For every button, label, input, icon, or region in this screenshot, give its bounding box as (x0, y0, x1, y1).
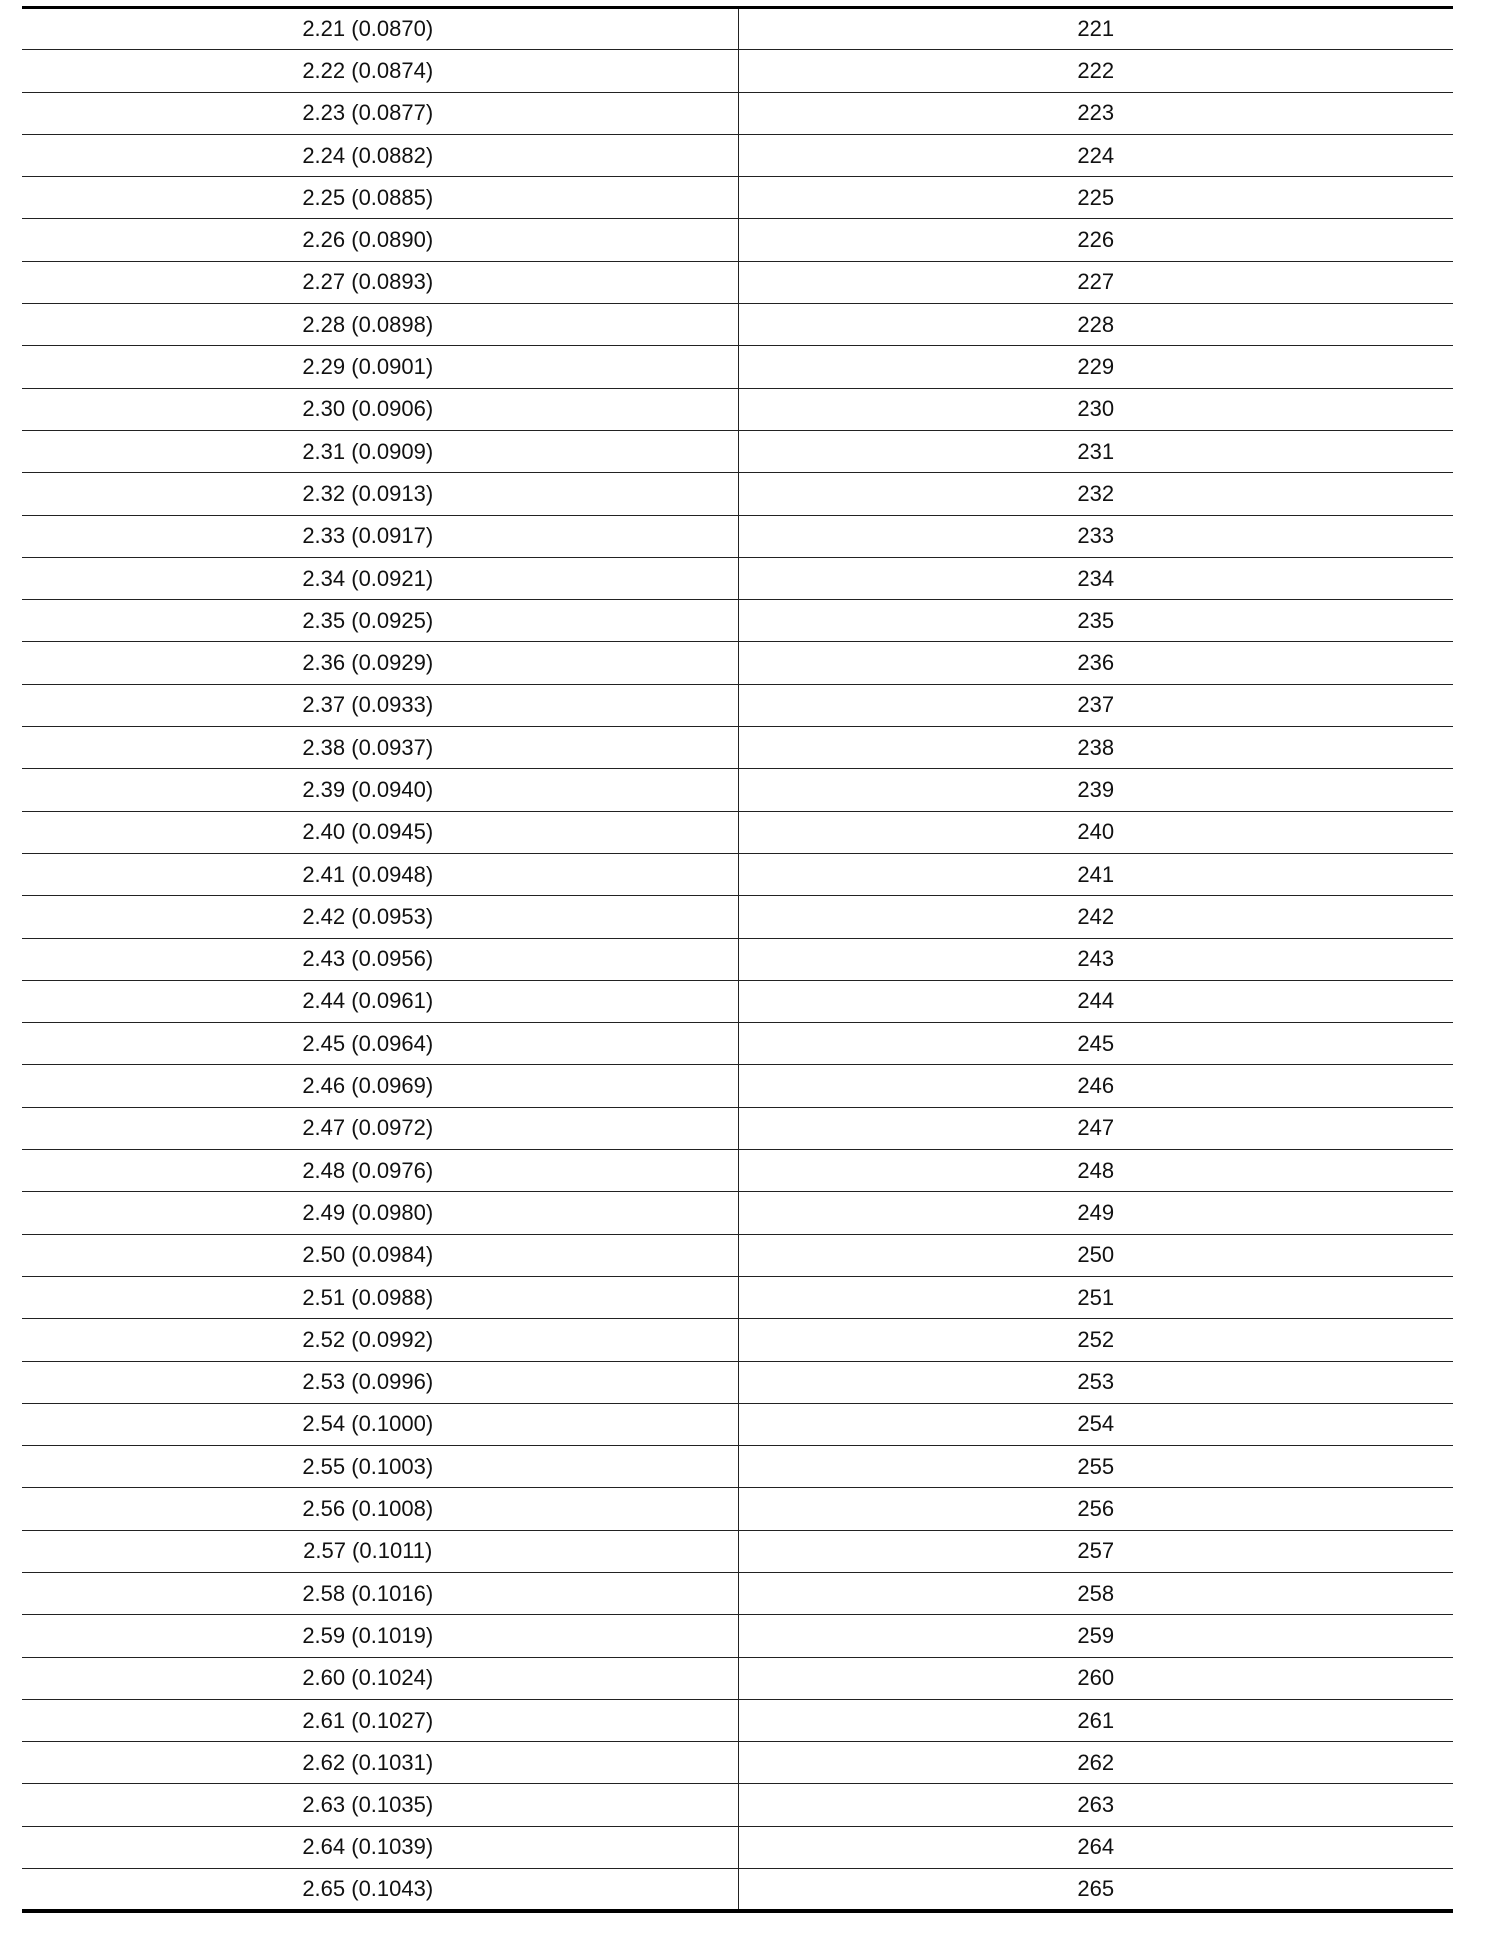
value-cell (738, 1361, 1453, 1403)
value-text: 230 (1077, 396, 1115, 422)
value-cell (738, 1150, 1453, 1192)
value-cell (738, 473, 1453, 515)
value-cell (738, 769, 1453, 811)
value-cell (738, 684, 1453, 726)
measure-text: 2.26 (0.0890) (302, 227, 434, 253)
table-row (22, 1488, 1453, 1530)
value-cell (738, 1826, 1453, 1868)
value-text: 253 (1077, 1369, 1115, 1395)
value-cell (738, 1023, 1453, 1065)
table-row (22, 1826, 1453, 1868)
value-cell (738, 853, 1453, 895)
value-text: 261 (1077, 1707, 1115, 1733)
measure-cell (22, 430, 738, 472)
measure-text: 2.39 (0.0940) (302, 776, 434, 802)
measure-cell (22, 134, 738, 176)
value-text: 242 (1077, 903, 1115, 929)
value-cell (738, 1234, 1453, 1276)
value-text: 255 (1077, 1453, 1115, 1479)
value-cell (738, 1869, 1453, 1911)
table-row (22, 642, 1453, 684)
value-text: 251 (1077, 1284, 1115, 1310)
table-row (22, 1065, 1453, 1107)
value-cell (738, 1699, 1453, 1741)
table-row (22, 1107, 1453, 1149)
measure-cell (22, 219, 738, 261)
table-row (22, 473, 1453, 515)
measure-cell (22, 388, 738, 430)
value-cell (738, 1107, 1453, 1149)
table-row (22, 938, 1453, 980)
measure-text: 2.35 (0.0925) (302, 607, 434, 633)
value-cell (738, 938, 1453, 980)
measure-cell (22, 1530, 738, 1572)
value-cell (738, 1192, 1453, 1234)
data-table (22, 6, 1453, 1913)
measure-cell (22, 1150, 738, 1192)
value-cell (738, 50, 1453, 92)
measure-text: 2.27 (0.0893) (302, 269, 434, 295)
measure-text: 2.57 (0.1011) (303, 1538, 433, 1564)
value-cell (738, 219, 1453, 261)
table-row (22, 346, 1453, 388)
value-cell (738, 1742, 1453, 1784)
table-row (22, 727, 1453, 769)
value-text: 225 (1077, 184, 1115, 210)
measure-text: 2.65 (0.1043) (302, 1875, 434, 1901)
table-row (22, 515, 1453, 557)
measure-cell (22, 177, 738, 219)
measure-text: 2.40 (0.0945) (302, 819, 434, 845)
value-cell (738, 600, 1453, 642)
table-row (22, 1150, 1453, 1192)
table-row (22, 684, 1453, 726)
measure-text: 2.46 (0.0969) (302, 1073, 434, 1099)
measure-text: 2.32 (0.0913) (302, 480, 434, 506)
table-row (22, 92, 1453, 134)
value-text: 227 (1077, 269, 1115, 295)
value-cell (738, 388, 1453, 430)
value-text: 237 (1077, 692, 1115, 718)
measure-text: 2.52 (0.0992) (302, 1326, 434, 1352)
measure-text: 2.34 (0.0921) (302, 565, 434, 591)
value-text: 232 (1077, 480, 1115, 506)
table-row (22, 769, 1453, 811)
table-row (22, 1869, 1453, 1911)
table-row (22, 134, 1453, 176)
table-row (22, 1530, 1453, 1572)
measure-cell (22, 50, 738, 92)
value-text: 240 (1077, 819, 1115, 845)
measure-text: 2.45 (0.0964) (302, 1030, 434, 1056)
measure-cell (22, 1657, 738, 1699)
measure-text: 2.28 (0.0898) (302, 311, 434, 337)
value-cell (738, 515, 1453, 557)
measure-cell (22, 92, 738, 134)
value-text: 249 (1077, 1199, 1115, 1225)
measure-cell (22, 1572, 738, 1614)
table-row (22, 1403, 1453, 1445)
measure-text: 2.48 (0.0976) (302, 1157, 434, 1183)
measure-cell (22, 1615, 738, 1657)
measure-cell (22, 1869, 738, 1911)
measure-cell (22, 1826, 738, 1868)
measure-text: 2.38 (0.0937) (302, 734, 434, 760)
table-row (22, 1572, 1453, 1614)
measure-text: 2.25 (0.0885) (302, 184, 434, 210)
table-row (22, 1361, 1453, 1403)
measure-cell (22, 304, 738, 346)
measure-cell (22, 769, 738, 811)
measure-cell (22, 261, 738, 303)
measure-text: 2.43 (0.0956) (302, 946, 434, 972)
value-text: 228 (1077, 311, 1115, 337)
measure-text: 2.22 (0.0874) (302, 57, 434, 83)
value-text: 236 (1077, 650, 1115, 676)
value-cell (738, 1572, 1453, 1614)
measure-text: 2.51 (0.0988) (302, 1284, 434, 1310)
table-row (22, 177, 1453, 219)
measure-cell (22, 980, 738, 1022)
measure-text: 2.61 (0.1027) (302, 1707, 434, 1733)
measure-cell (22, 515, 738, 557)
value-text: 247 (1077, 1115, 1115, 1141)
measure-text: 2.54 (0.1000) (302, 1411, 434, 1437)
measure-text: 2.23 (0.0877) (302, 100, 434, 126)
measure-text: 2.29 (0.0901) (302, 354, 434, 380)
measure-cell (22, 684, 738, 726)
measure-text: 2.59 (0.1019) (302, 1622, 434, 1648)
value-cell (738, 557, 1453, 599)
value-text: 222 (1077, 57, 1115, 83)
measure-cell (22, 1446, 738, 1488)
value-text: 235 (1077, 607, 1115, 633)
measure-cell (22, 1699, 738, 1741)
value-text: 238 (1077, 734, 1115, 760)
value-text: 234 (1077, 565, 1115, 591)
value-text: 257 (1077, 1538, 1115, 1564)
measure-text: 2.47 (0.0972) (302, 1115, 434, 1141)
measure-text: 2.62 (0.1031) (302, 1749, 434, 1775)
value-cell (738, 1319, 1453, 1361)
measure-cell (22, 8, 738, 50)
value-text: 223 (1077, 100, 1115, 126)
value-text: 224 (1077, 142, 1115, 168)
measure-text: 2.33 (0.0917) (302, 523, 434, 549)
value-text: 263 (1077, 1792, 1115, 1818)
measure-cell (22, 811, 738, 853)
measure-cell (22, 473, 738, 515)
value-cell (738, 1446, 1453, 1488)
value-text: 260 (1077, 1665, 1115, 1691)
value-cell (738, 1403, 1453, 1445)
table-row (22, 1699, 1453, 1741)
table-row (22, 430, 1453, 472)
measure-text: 2.31 (0.0909) (302, 438, 434, 464)
value-cell (738, 1615, 1453, 1657)
value-cell (738, 346, 1453, 388)
value-text: 256 (1077, 1496, 1115, 1522)
value-text: 229 (1077, 354, 1115, 380)
value-cell (738, 430, 1453, 472)
value-cell (738, 980, 1453, 1022)
measure-cell (22, 642, 738, 684)
value-text: 244 (1077, 988, 1115, 1014)
measure-cell (22, 346, 738, 388)
table-row (22, 1657, 1453, 1699)
measure-cell (22, 1023, 738, 1065)
value-cell (738, 896, 1453, 938)
measure-cell (22, 557, 738, 599)
measure-cell (22, 1234, 738, 1276)
value-cell (738, 642, 1453, 684)
value-text: 245 (1077, 1030, 1115, 1056)
measure-cell (22, 1107, 738, 1149)
table-row (22, 1276, 1453, 1318)
value-text: 254 (1077, 1411, 1115, 1437)
measure-text: 2.64 (0.1039) (302, 1834, 434, 1860)
table-row (22, 8, 1453, 50)
value-text: 250 (1077, 1242, 1115, 1268)
value-cell (738, 304, 1453, 346)
measure-cell (22, 1276, 738, 1318)
value-text: 262 (1077, 1749, 1115, 1775)
measure-cell (22, 896, 738, 938)
measure-cell (22, 1361, 738, 1403)
measure-cell (22, 938, 738, 980)
measure-text: 2.44 (0.0961) (302, 988, 434, 1014)
value-text: 231 (1077, 438, 1115, 464)
measure-cell (22, 853, 738, 895)
measure-text: 2.55 (0.1003) (302, 1453, 434, 1479)
measure-text: 2.24 (0.0882) (302, 142, 434, 168)
measure-text: 2.49 (0.0980) (302, 1199, 434, 1225)
value-cell (738, 134, 1453, 176)
table-row (22, 219, 1453, 261)
value-cell (738, 811, 1453, 853)
value-cell (738, 1657, 1453, 1699)
table-row (22, 1023, 1453, 1065)
measure-text: 2.42 (0.0953) (302, 903, 434, 929)
value-cell (738, 177, 1453, 219)
value-text: 243 (1077, 946, 1115, 972)
value-cell (738, 1065, 1453, 1107)
table-row (22, 1784, 1453, 1826)
measure-text: 2.50 (0.0984) (302, 1242, 434, 1268)
value-text: 241 (1077, 861, 1115, 887)
value-text: 221 (1077, 16, 1115, 42)
measure-text: 2.53 (0.0996) (302, 1369, 434, 1395)
value-cell (738, 92, 1453, 134)
table-row (22, 557, 1453, 599)
measure-text: 2.60 (0.1024) (302, 1665, 434, 1691)
value-cell (738, 1784, 1453, 1826)
table-row (22, 50, 1453, 92)
table-row (22, 980, 1453, 1022)
measure-cell (22, 1065, 738, 1107)
table-row (22, 896, 1453, 938)
measure-text: 2.36 (0.0929) (302, 650, 434, 676)
value-text: 258 (1077, 1580, 1115, 1606)
table-row (22, 1192, 1453, 1234)
value-text: 246 (1077, 1073, 1115, 1099)
value-cell (738, 1488, 1453, 1530)
table-row (22, 388, 1453, 430)
table-row (22, 304, 1453, 346)
table-row (22, 261, 1453, 303)
measure-cell (22, 1488, 738, 1530)
value-cell (738, 727, 1453, 769)
table-body (22, 8, 1453, 1911)
table-row (22, 1742, 1453, 1784)
value-text: 264 (1077, 1834, 1115, 1860)
value-text: 248 (1077, 1157, 1115, 1183)
measure-cell (22, 1319, 738, 1361)
value-text: 265 (1077, 1875, 1115, 1901)
table-row (22, 600, 1453, 642)
measure-text: 2.21 (0.0870) (302, 16, 434, 42)
measure-cell (22, 1784, 738, 1826)
table-row (22, 1615, 1453, 1657)
measure-text: 2.30 (0.0906) (302, 396, 434, 422)
measure-cell (22, 1192, 738, 1234)
measure-text: 2.37 (0.0933) (302, 692, 434, 718)
measure-cell (22, 1742, 738, 1784)
value-cell (738, 8, 1453, 50)
measure-text: 2.63 (0.1035) (302, 1792, 434, 1818)
measure-cell (22, 600, 738, 642)
value-text: 259 (1077, 1622, 1115, 1648)
value-text: 226 (1077, 227, 1115, 253)
table-row (22, 1234, 1453, 1276)
value-cell (738, 1530, 1453, 1572)
measure-cell (22, 1403, 738, 1445)
measure-text: 2.56 (0.1008) (302, 1496, 434, 1522)
measure-cell (22, 727, 738, 769)
table-row (22, 1446, 1453, 1488)
value-cell (738, 1276, 1453, 1318)
table-row (22, 811, 1453, 853)
value-cell (738, 261, 1453, 303)
measure-text: 2.58 (0.1016) (302, 1580, 434, 1606)
value-text: 252 (1077, 1326, 1115, 1352)
value-text: 233 (1077, 523, 1115, 549)
measure-text: 2.41 (0.0948) (302, 861, 434, 887)
table-row (22, 1319, 1453, 1361)
table-row (22, 853, 1453, 895)
value-text: 239 (1077, 776, 1115, 802)
